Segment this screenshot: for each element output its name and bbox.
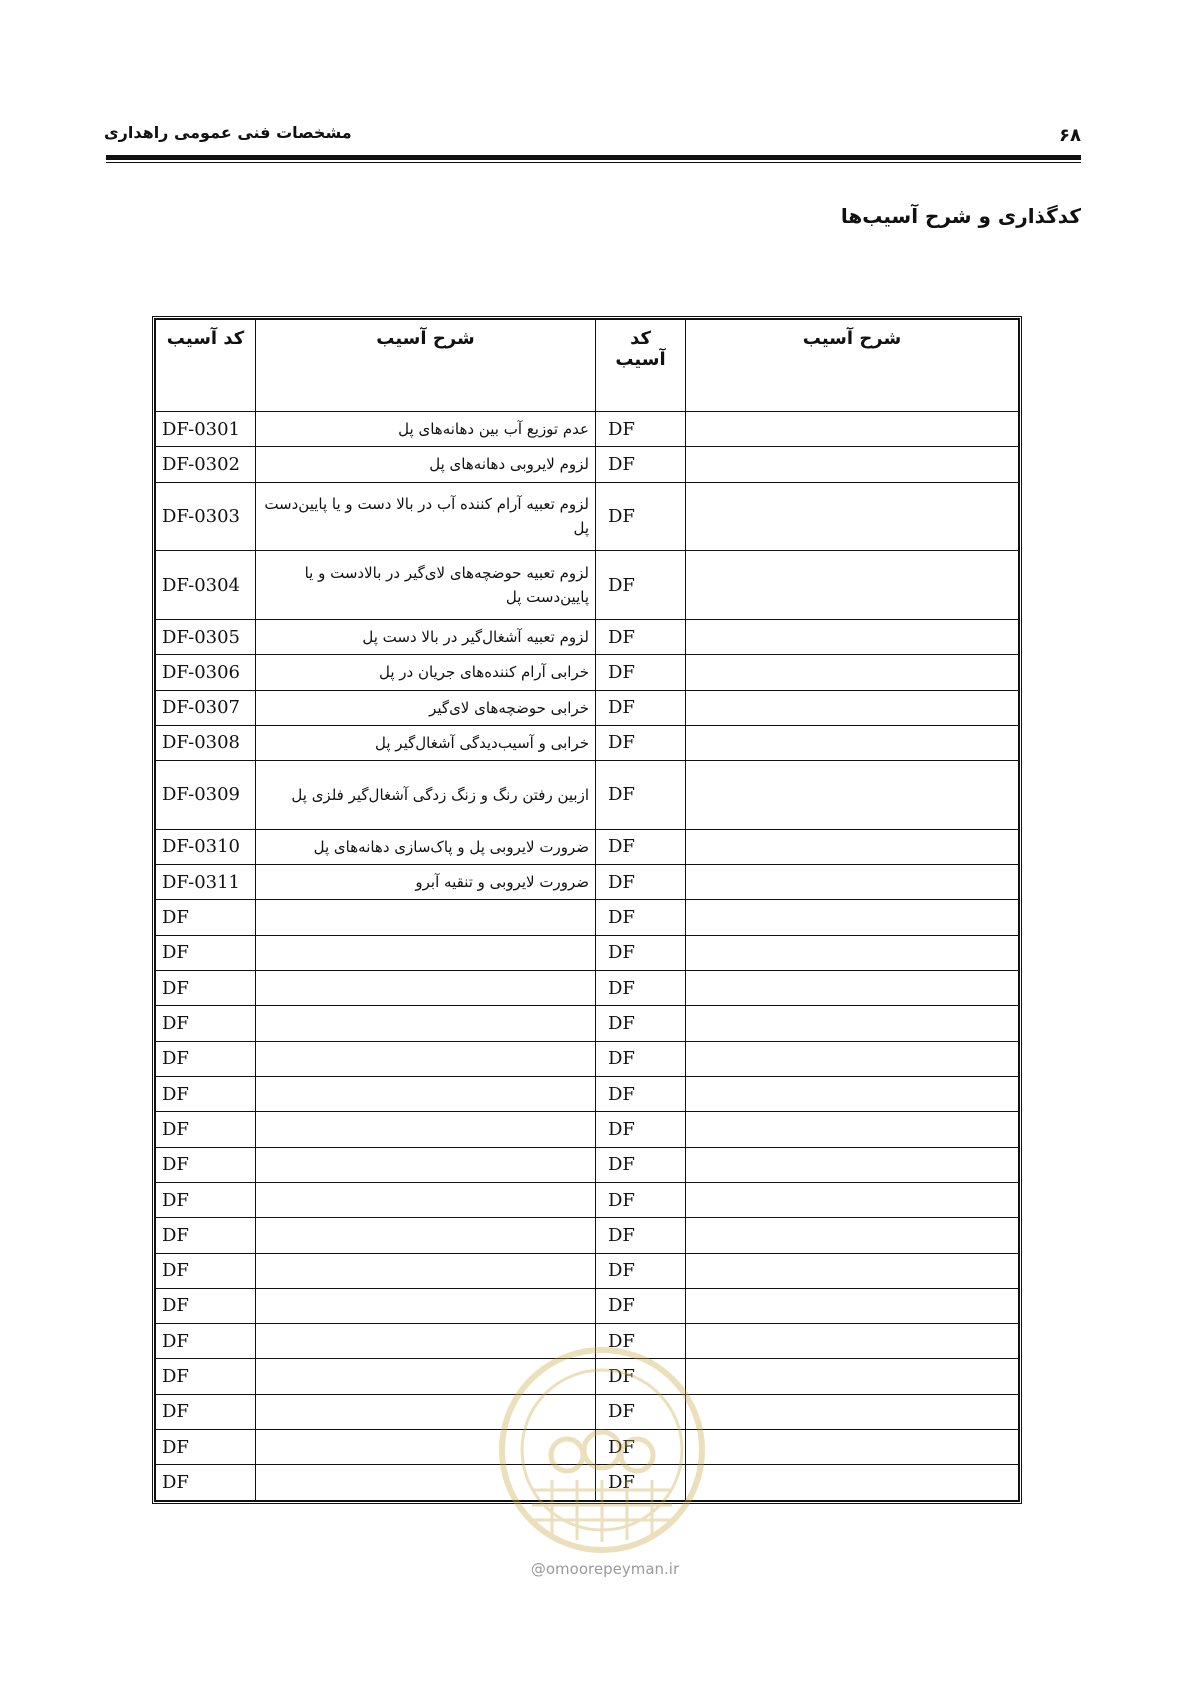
damage-code-cell-2: DF [596,1359,686,1394]
damage-description-cell-2 [686,761,1019,830]
damage-code-cell-2: DF [596,1041,686,1076]
damage-code-cell-2: DF [596,1147,686,1182]
table-row [156,761,1019,830]
damage-description-cell-2 [686,1430,1019,1465]
damage-code-cell: DF-0302 [156,447,256,482]
damage-code-cell: DF-0306 [156,655,256,690]
damage-code-cell: DF [156,900,256,935]
watermark-url: @omoorepeyman.ir [530,1560,680,1578]
damage-description-cell: لزوم تعبیه آشغال‌گیر در بالا دست پل [256,619,596,654]
damage-description-cell-2 [686,655,1019,690]
damage-code-cell-2: DF [596,1112,686,1147]
damage-description-cell [256,1147,596,1182]
table-row [156,1324,1019,1359]
table-row [156,935,1019,970]
damage-description-cell [256,900,596,935]
damage-description-cell: ازبین رفتن رنگ و زنگ زدگی آشغال‌گیر فلزی پل [256,761,596,830]
damage-description-cell: لزوم تعبیه آرام کننده آب در بالا دست و یا پایین‌دست پل [256,482,596,551]
damage-code-cell: DF [156,1359,256,1394]
damage-description-cell-2 [686,1359,1019,1394]
damage-code-cell: DF [156,1218,256,1253]
damage-code-cell: DF [156,971,256,1006]
damage-description-cell [256,1112,596,1147]
table-row [156,482,1019,551]
table-row [156,1394,1019,1429]
damage-description-cell [256,1253,596,1288]
damage-description-cell: خرابی و آسیب‌دیدگی آشغال‌گیر پل [256,725,596,760]
table-row [156,829,1019,864]
damage-description-cell [256,1288,596,1323]
damage-description-cell-2 [686,935,1019,970]
table-row [156,1288,1019,1323]
damage-code-cell-2: DF [596,865,686,900]
damage-code-cell: DF [156,1182,256,1217]
damage-code-cell-2: DF [596,1430,686,1465]
damage-description-cell-2 [686,1324,1019,1359]
damage-description-cell-2 [686,447,1019,482]
damage-code-cell: DF [156,1465,256,1501]
header-title: مشخصات فنی عمومی راهداری [104,123,352,142]
damage-description-cell: خرابی آرام کننده‌های جریان در پل [256,655,596,690]
damage-code-cell-2: DF [596,971,686,1006]
damage-description-cell-2 [686,1465,1019,1501]
table-row [156,1253,1019,1288]
damage-description-cell [256,1394,596,1429]
damage-code-cell: DF-0309 [156,761,256,830]
damage-code-table [152,316,1022,1504]
damage-code-cell: DF-0301 [156,412,256,447]
table-row [156,447,1019,482]
damage-code-cell: DF [156,1076,256,1111]
damage-code-cell: DF [156,1041,256,1076]
damage-code-cell: DF-0311 [156,865,256,900]
damage-description-cell [256,1182,596,1217]
damage-description-cell [256,1324,596,1359]
table-row [156,1359,1019,1394]
damage-code-cell-2: DF [596,1394,686,1429]
damage-description-cell: لزوم لایروبی دهانه‌های پل [256,447,596,482]
damage-code-cell-2: DF [596,1076,686,1111]
damage-description-cell-2 [686,971,1019,1006]
table-header-row [156,320,1019,412]
damage-code-cell: DF [156,1253,256,1288]
table-row [156,971,1019,1006]
table-row [156,655,1019,690]
damage-description-cell [256,935,596,970]
damage-code-cell-2: DF [596,1006,686,1041]
damage-description-cell-2 [686,865,1019,900]
damage-description-cell-2 [686,1147,1019,1182]
table-row [156,619,1019,654]
damage-description-cell-2 [686,482,1019,551]
table-row [156,725,1019,760]
damage-description-cell [256,1465,596,1501]
damage-code-cell: DF-0308 [156,725,256,760]
damage-description-cell [256,1218,596,1253]
damage-description-cell-2 [686,412,1019,447]
damage-code-cell-2: DF [596,1465,686,1501]
damage-description-cell [256,1359,596,1394]
damage-description-cell-2 [686,690,1019,725]
damage-description-cell-2 [686,1253,1019,1288]
damage-description-cell-2 [686,900,1019,935]
damage-code-cell-2: DF [596,1253,686,1288]
table-row [156,1218,1019,1253]
damage-code-cell-2: DF [596,935,686,970]
damage-description-cell-2 [686,1006,1019,1041]
table-row [156,1430,1019,1465]
damage-code-cell: DF-0303 [156,482,256,551]
damage-code-cell: DF [156,1112,256,1147]
damage-description-cell [256,1076,596,1111]
damage-description-cell [256,1430,596,1465]
header-code: کد آسیب [156,320,256,412]
damage-code-cell: DF [156,935,256,970]
damage-code-cell-2: DF [596,900,686,935]
damage-code-cell: DF-0304 [156,551,256,620]
damage-description-cell [256,1041,596,1076]
damage-code-cell-2: DF [596,482,686,551]
damage-code-cell: DF [156,1324,256,1359]
damage-code-cell: DF [156,1147,256,1182]
damage-code-cell-2: DF [596,1182,686,1217]
damage-code-cell-2: DF [596,1288,686,1323]
damage-code-cell-2: DF [596,690,686,725]
table-row [156,1076,1019,1111]
header-rule-thick [106,155,1081,160]
damage-description-cell: خرابی حوضچه‌های لای‌گیر [256,690,596,725]
damage-description-cell: ضرورت لایروبی و تنقیه آبرو [256,865,596,900]
damage-code-cell: DF-0305 [156,619,256,654]
header-description-2: شرح آسیب [686,320,1019,412]
damage-description-cell [256,971,596,1006]
damage-code-cell-2: DF [596,761,686,830]
damage-code-cell: DF-0310 [156,829,256,864]
section-title: کدگذاری و شرح آسیب‌ها [840,204,1081,228]
table-row [156,412,1019,447]
damage-code-cell-2: DF [596,619,686,654]
damage-description-cell [256,1006,596,1041]
damage-code-cell-2: DF [596,829,686,864]
damage-code-cell-2: DF [596,447,686,482]
table-row [156,1041,1019,1076]
header-rule-thin [106,162,1081,163]
damage-code-cell: DF-0307 [156,690,256,725]
damage-description-cell-2 [686,1076,1019,1111]
damage-description-cell-2 [686,725,1019,760]
table-row [156,865,1019,900]
damage-code-cell-2: DF [596,1218,686,1253]
damage-description-cell-2 [686,1112,1019,1147]
damage-description-cell-2 [686,619,1019,654]
table-row [156,690,1019,725]
header-description: شرح آسیب [256,320,596,412]
damage-code-cell: DF [156,1394,256,1429]
damage-description-cell-2 [686,551,1019,620]
damage-code-cell-2: DF [596,725,686,760]
table-row [156,1112,1019,1147]
damage-code-cell-2: DF [596,412,686,447]
damage-code-cell-2: DF [596,655,686,690]
damage-description-cell: ضرورت لایروبی پل و پاک‌سازی دهانه‌های پل [256,829,596,864]
damage-description-cell-2 [686,1041,1019,1076]
damage-description-cell-2 [686,1394,1019,1429]
table-row [156,1147,1019,1182]
damage-code-cell: DF [156,1288,256,1323]
damage-code-cell-2: DF [596,551,686,620]
table-row [156,1465,1019,1501]
table-row [156,551,1019,620]
damage-description-cell: لزوم تعبیه حوضچه‌های لای‌گیر در بالادست و یا پایین‌دست پل [256,551,596,620]
damage-code-cell: DF [156,1006,256,1041]
damage-code-cell-2: DF [596,1324,686,1359]
damage-description-cell-2 [686,1218,1019,1253]
table-row [156,900,1019,935]
damage-description-cell-2 [686,1288,1019,1323]
table-body [156,412,1019,1501]
table-row [156,1182,1019,1217]
damage-code-cell: DF [156,1430,256,1465]
damage-description-cell: عدم توزیع آب بین دهانه‌های پل [256,412,596,447]
header-code-2: کد آسیب [596,320,686,412]
table-row [156,1006,1019,1041]
page-number: ۶۸ [1059,125,1081,146]
damage-description-cell-2 [686,829,1019,864]
damage-description-cell-2 [686,1182,1019,1217]
